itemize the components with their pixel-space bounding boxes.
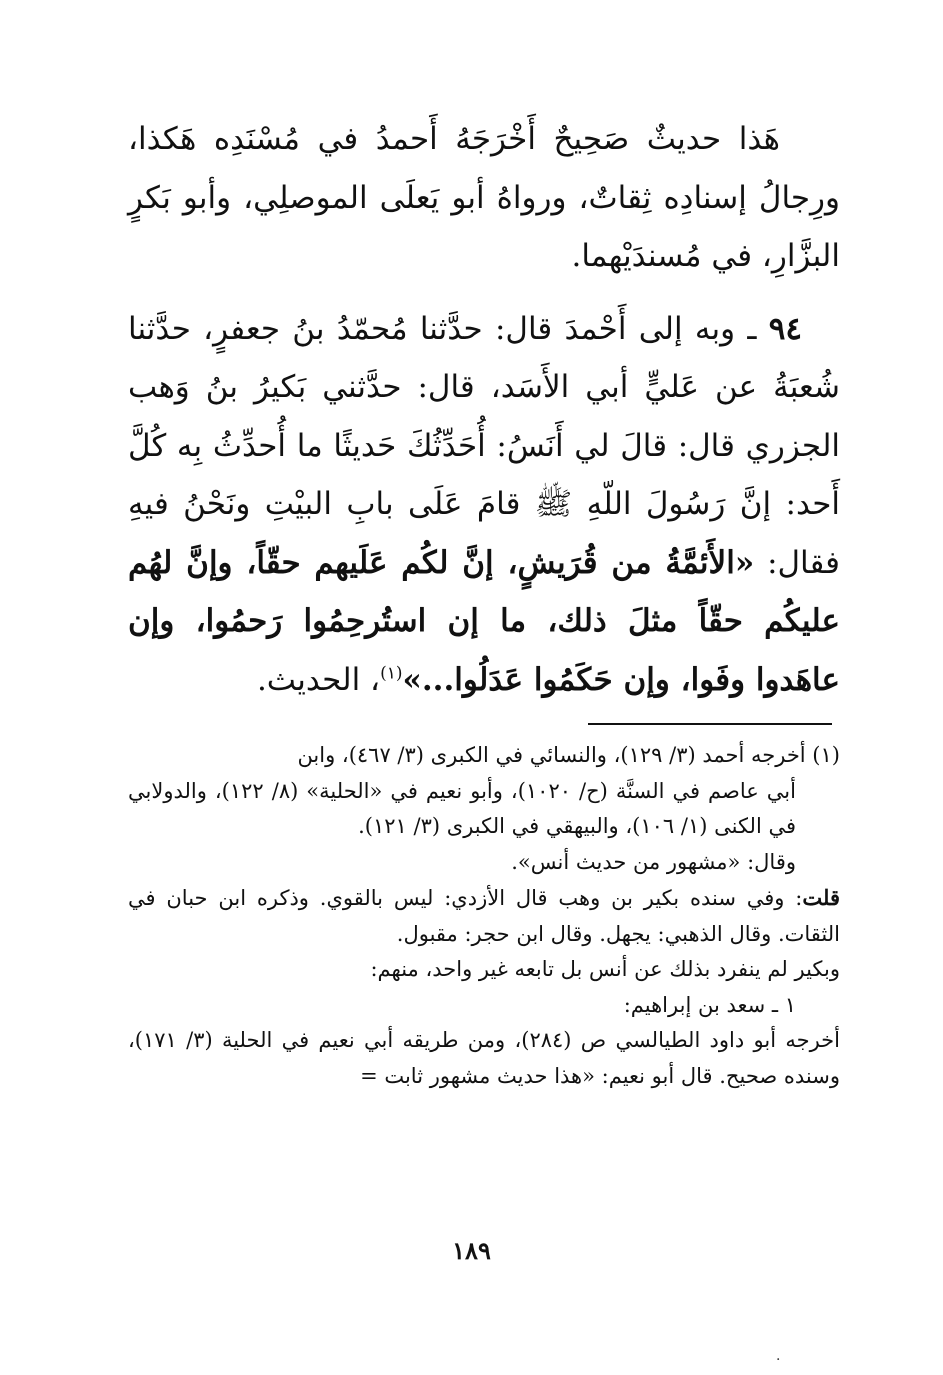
footnote-item-1-source: أخرجه أبو داود الطيالسي ص (٢٨٤)، ومن طريقه أبي نعيم في الحلية (٣/ ١٧١)، وسنده صحيح. قال أبو نعيم: «هذا حديث مشهور ثابت =: [128, 1028, 840, 1088]
hadith-text: «الأَئمَّةُ من قُرَيشٍ، إنَّ لكُم عَلَيهم حقّاً، وإنَّ لهُم عليكُم حقّاً مثلَ ذلك، ما إن استُرحِمُوا رَحمُوا، وإن عاهَدوا وفَوا، وإن حَكَمُوا عَدَلُوا...»: [128, 544, 840, 698]
footnote-ref: (١): [380, 663, 403, 684]
main-text: [128, 110, 840, 709]
qultu-label: قلت: [802, 885, 840, 910]
footnote-separator: [588, 723, 832, 725]
footnote-item-1: ١ ـ سعد بن إبراهيم:: [623, 992, 796, 1017]
qultu-text: : وفي سنده بكير بن وهب قال الأزدي: ليس بالقوي. وذكره ابن حبان في الثقات. وقال الذهبي: يجهل. وقال ابن حجر: مقبول.: [128, 886, 840, 946]
paragraph-2-end: ، الحديث.: [256, 661, 381, 698]
footnote-followers: وبكير لم ينفرد بذلك عن أنس بل تابعه غير واحد، منهم:: [370, 957, 840, 981]
hadith-chain: ـ وبه إلى أَحْمدَ قال: حدَّثنا مُحمّدُ بنُ جعفرٍ، حدَّثنا شُعبَةُ عن عَليٍّ أبي الأَسَد، قال: حدَّثني بَكيرُ بنُ وَهب الجزري قال: قالَ لي أَنَسُ: أُحَدِّثُكَ حَديثًا ما أُحدِّثُ بِه كُلَّ أَحد: إنَّ رَسُولَ اللّهِ ﷺ قامَ عَلَى بابِ البيْتِ ونَحْنُ فيهِ فقال:: [128, 310, 840, 581]
paragraph-2: [128, 300, 840, 710]
footnote-1-line-1: (١) أخرجه أحمد (٣/ ١٢٩)، والنسائي في الكبرى (٣/ ٤٦٧)، وابن: [297, 743, 840, 767]
footnote-qultu: [128, 880, 840, 952]
footnotes: [128, 738, 840, 1094]
page-number: ١٨٩: [452, 1236, 491, 1265]
footnote-1-sources: أبي عاصم في السنَّة (ح/ ١٠٢٠)، وأبو نعيم في «الحلية» (٨/ ١٢٢)، والدولابي في الكنى (١/ ١٠٦)، والبيهقي في الكبرى (٣/ ١٢١).: [128, 778, 796, 838]
hadith-number: ٩٤: [768, 310, 802, 347]
paragraph-1: هَذا حديثٌ صَحِيحٌ أَخْرَجَهُ أَحمدُ في مُسْنَدِه هَكذا، ورِجالُ إسنادِه ثِقاتٌ، ورواهُ أبو يَعلَى الموصلِي، وأبو بَكرٍ البزَّارِ، في مُسندَيْهما.: [128, 121, 840, 274]
footnote-1-quote: وقال: «مشهور من حديث أنس».: [511, 849, 796, 874]
corner-mark: ·: [776, 1352, 781, 1368]
